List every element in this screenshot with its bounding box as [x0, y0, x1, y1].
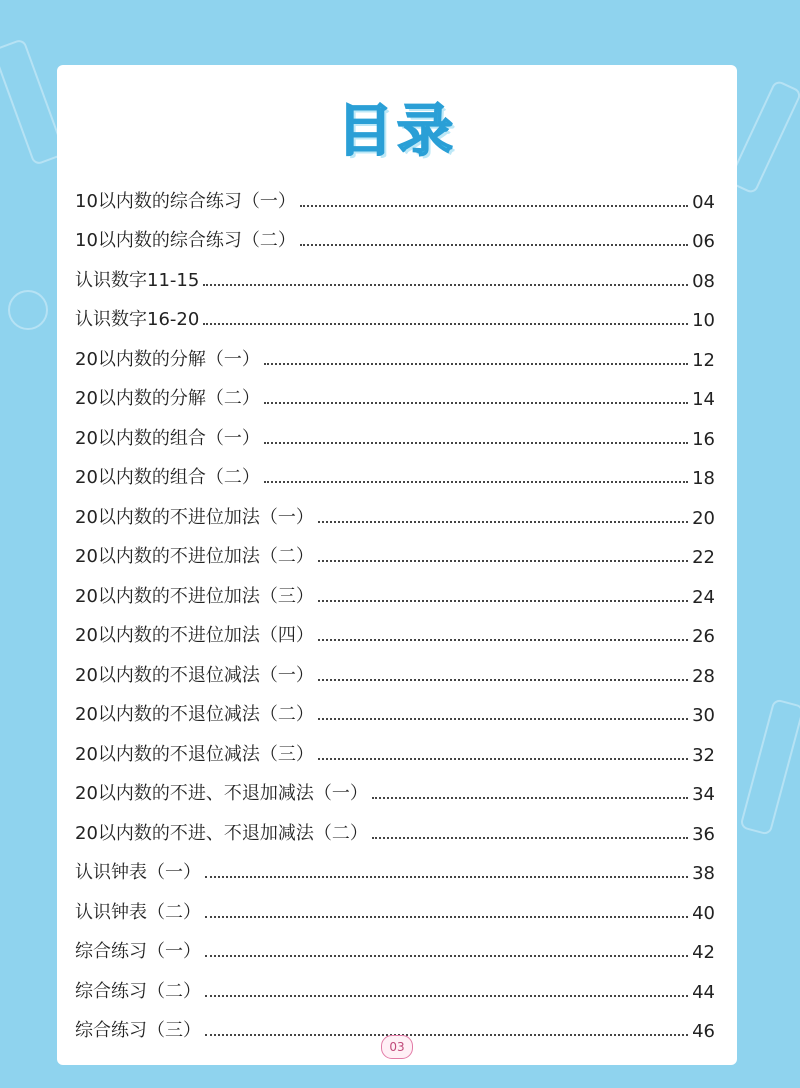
- toc-entry-title: 20以内数的不退位减法（一）: [75, 664, 314, 686]
- toc-entry[interactable]: [75, 845, 715, 885]
- toc-entry-title: 20以内数的不进位加法（三）: [75, 585, 314, 607]
- table-of-contents: [75, 173, 715, 1042]
- toc-entry-page: 24: [692, 586, 715, 608]
- page-number: 03: [381, 1035, 413, 1059]
- toc-entry-page: 18: [692, 468, 715, 489]
- toc-entry[interactable]: [75, 371, 715, 411]
- toc-entry[interactable]: [75, 213, 715, 253]
- toc-entry-page: 12: [692, 349, 715, 371]
- toc-entry[interactable]: [75, 173, 715, 213]
- dot-leader: [318, 521, 688, 523]
- toc-entry-page: 42: [692, 942, 715, 963]
- toc-entry-title: 10以内数的综合练习（二）: [75, 230, 296, 251]
- dot-leader: [264, 363, 688, 365]
- toc-entry-page: 10: [692, 310, 715, 331]
- toc-entry-title: 综合练习（二）: [75, 980, 201, 1002]
- dot-leader: [205, 916, 688, 918]
- background-doodle: [739, 698, 800, 836]
- dot-leader: [300, 244, 688, 246]
- toc-entry-page: 44: [692, 981, 715, 1003]
- dot-leader: [318, 560, 688, 562]
- toc-entry[interactable]: [75, 884, 715, 924]
- toc-entry-title: 20以内数的不进位加法（四）: [75, 625, 314, 646]
- toc-entry[interactable]: [75, 805, 715, 845]
- toc-entry-title: 20以内数的分解（一）: [75, 348, 260, 370]
- toc-entry-page: 34: [692, 784, 715, 805]
- toc-entry[interactable]: [75, 608, 715, 648]
- toc-entry-title: 20以内数的分解（二）: [75, 388, 260, 409]
- dot-leader: [205, 955, 688, 957]
- toc-entry-page: 08: [692, 270, 715, 292]
- toc-entry-title: 20以内数的不进、不退加减法（二）: [75, 822, 368, 844]
- toc-entry-page: 26: [692, 626, 715, 647]
- toc-entry[interactable]: [75, 568, 715, 608]
- toc-entry-title: 20以内数的组合（一）: [75, 427, 260, 449]
- toc-entry-title: 认识钟表（一）: [75, 862, 201, 883]
- dot-leader: [300, 205, 688, 207]
- toc-entry-title: 20以内数的不进、不退加减法（一）: [75, 783, 368, 804]
- toc-entry-page: 20: [692, 507, 715, 529]
- dot-leader: [264, 402, 688, 404]
- toc-entry[interactable]: [75, 647, 715, 687]
- dot-leader: [372, 837, 688, 839]
- toc-entry[interactable]: [75, 450, 715, 490]
- dot-leader: [203, 323, 688, 325]
- dot-leader: [318, 600, 688, 602]
- toc-entry-page: 46: [692, 1021, 715, 1042]
- toc-entry-page: 38: [692, 863, 715, 884]
- dot-leader: [318, 679, 688, 681]
- toc-entry-page: 28: [692, 665, 715, 687]
- toc-entry-title: 认识数字11-15: [75, 269, 200, 291]
- toc-entry-title: 10以内数的综合练习（一）: [75, 190, 296, 212]
- toc-entry-title: 认识钟表（二）: [75, 901, 201, 923]
- toc-entry-title: 认识数字16-20: [75, 309, 200, 330]
- toc-entry[interactable]: [75, 766, 715, 806]
- dot-leader: [264, 442, 688, 444]
- toc-entry-title: 20以内数的不进位加法（一）: [75, 506, 314, 528]
- toc-entry[interactable]: [75, 410, 715, 450]
- dot-leader: [318, 718, 688, 720]
- toc-entry-page: 04: [692, 191, 715, 213]
- dot-leader: [205, 876, 688, 878]
- dot-leader: [203, 284, 688, 286]
- background-doodle: [8, 290, 48, 330]
- dot-leader: [205, 1034, 688, 1036]
- toc-entry-title: 20以内数的不进位加法（二）: [75, 546, 314, 567]
- toc-entry-page: 32: [692, 744, 715, 766]
- toc-entry-title: 20以内数的组合（二）: [75, 467, 260, 488]
- toc-entry-page: 30: [692, 705, 715, 726]
- background-doodle: [727, 79, 800, 195]
- dot-leader: [205, 995, 688, 997]
- toc-entry[interactable]: [75, 529, 715, 569]
- toc-entry[interactable]: [75, 687, 715, 727]
- page-title: 目录: [337, 99, 457, 164]
- toc-entry-title: 20以内数的不退位减法（三）: [75, 743, 314, 765]
- toc-entry-page: 40: [692, 902, 715, 924]
- dot-leader: [264, 481, 688, 483]
- toc-entry-page: 16: [692, 428, 715, 450]
- dot-leader: [318, 639, 688, 641]
- toc-entry[interactable]: [75, 924, 715, 964]
- dot-leader: [318, 758, 688, 760]
- toc-entry-page: 06: [692, 231, 715, 252]
- toc-entry[interactable]: [75, 292, 715, 332]
- toc-entry[interactable]: [75, 331, 715, 371]
- toc-page: [57, 65, 737, 1065]
- toc-entry[interactable]: [75, 489, 715, 529]
- toc-entry[interactable]: [75, 252, 715, 292]
- toc-entry-page: 36: [692, 823, 715, 845]
- toc-entry-page: 22: [692, 547, 715, 568]
- toc-entry-page: 14: [692, 389, 715, 410]
- dot-leader: [372, 797, 688, 799]
- toc-entry-title: 综合练习（三）: [75, 1020, 201, 1041]
- toc-entry[interactable]: [75, 726, 715, 766]
- toc-entry[interactable]: [75, 963, 715, 1003]
- toc-entry-title: 综合练习（一）: [75, 941, 201, 962]
- toc-entry-title: 20以内数的不退位减法（二）: [75, 704, 314, 725]
